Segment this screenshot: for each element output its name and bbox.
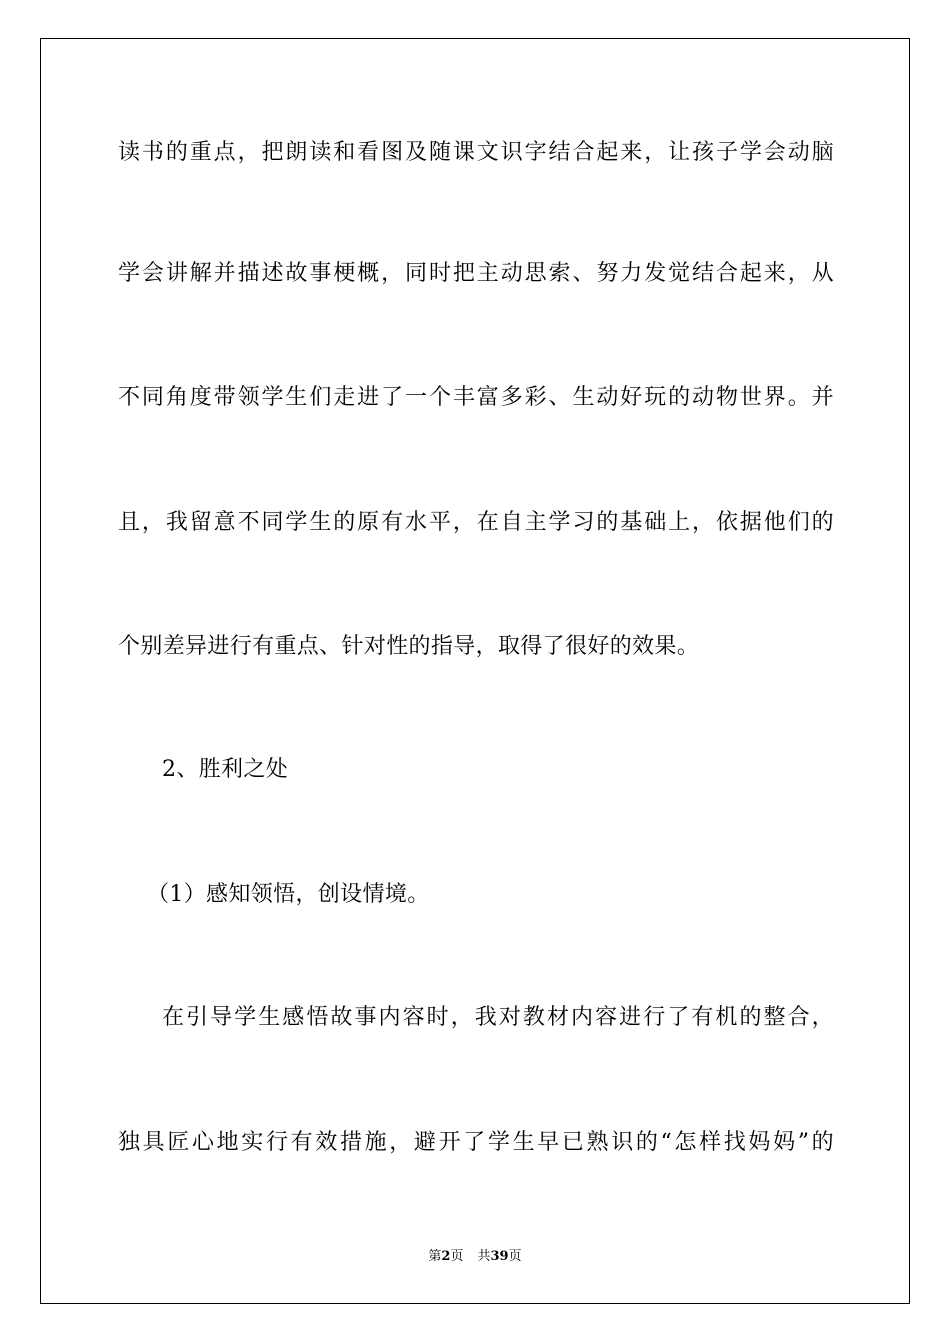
body-line-6: 在引导学生感悟故事内容时，我对教材内容进行了有机的整合， — [162, 1005, 834, 1030]
page-frame — [40, 38, 910, 1304]
page-footer — [0, 1248, 950, 1266]
footer-total-pages: 39 — [490, 1249, 509, 1264]
body-line-2: 学会讲解并描述故事梗概，同时把主动思索、努力发觉结合起来，从 — [118, 261, 834, 286]
body-line-4: 且，我留意不同学生的原有水平，在自主学习的基础上，依据他们的 — [118, 510, 834, 535]
footer-page-suffix: 页 — [450, 1249, 464, 1264]
body-line-7: 独具匠心地实行有效措施，避开了学生早已熟识的“怎样找妈妈”的 — [118, 1130, 834, 1155]
footer-page-prefix: 第 — [428, 1249, 442, 1264]
footer-total-prefix: 共 — [477, 1249, 491, 1264]
body-line-1: 读书的重点，把朗读和看图及随课文识字结合起来，让孩子学会动脑 — [118, 140, 834, 165]
subsection-heading: （1）感知领悟，创设情境。 — [147, 882, 430, 907]
body-line-5: 个别差异进行有重点、针对性的指导，取得了很好的效果。 — [118, 634, 700, 659]
section-heading: 2、胜利之处 — [162, 757, 289, 782]
footer-total-suffix: 页 — [508, 1249, 522, 1264]
footer-page-number: 2 — [441, 1249, 451, 1264]
body-line-3: 不同角度带领学生们走进了一个丰富多彩、生动好玩的动物世界。并 — [118, 385, 834, 410]
